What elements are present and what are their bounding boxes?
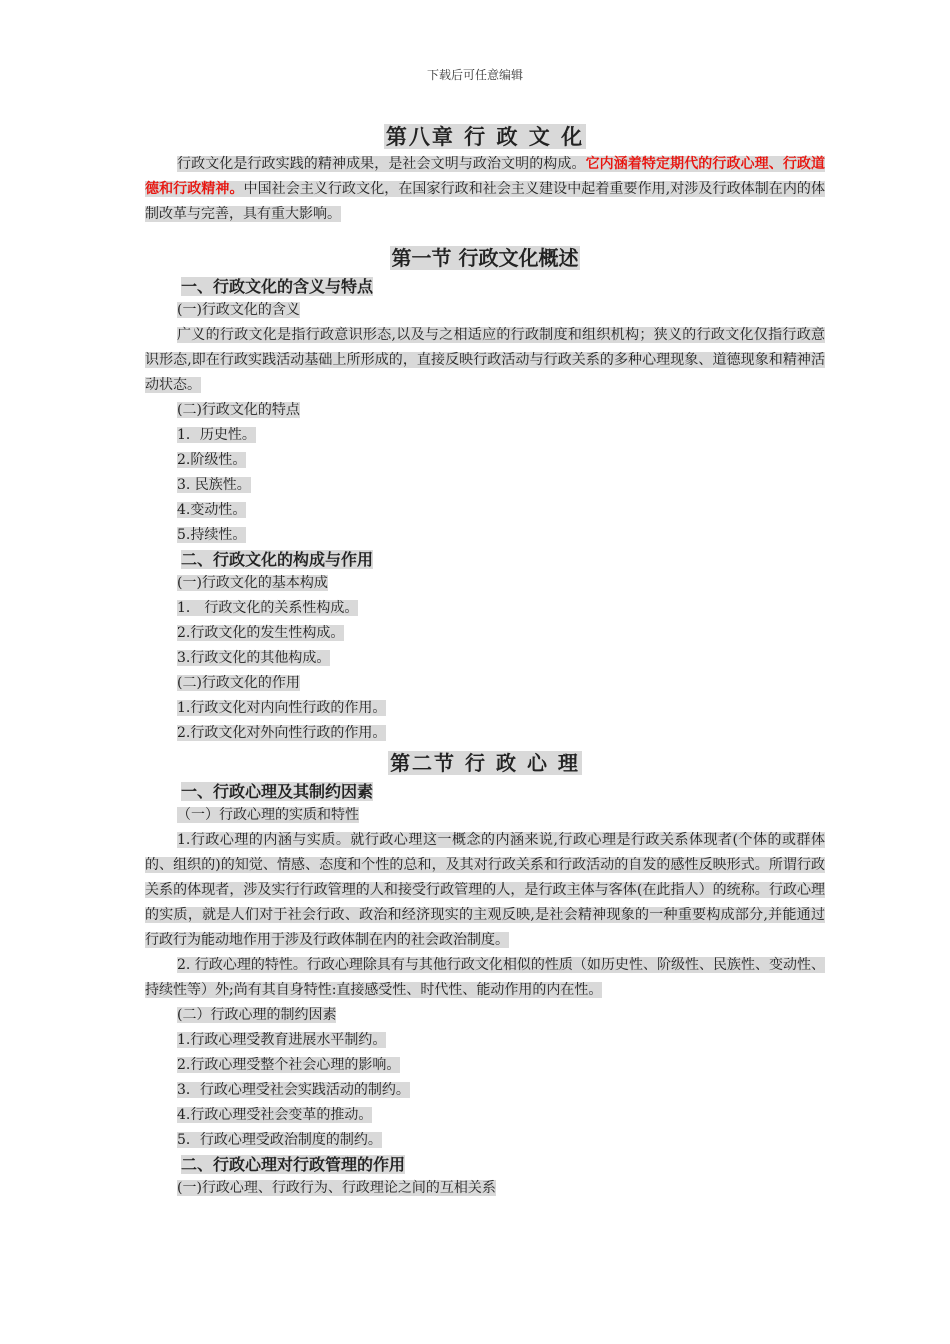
- list-item: 3．行政心理受社会实践活动的制约。: [177, 1082, 410, 1098]
- subheading-factors: (二）行政心理的制约因素: [177, 1007, 337, 1023]
- list-item: 1.行政文化对内向性行政的作用。: [177, 700, 387, 716]
- subheading-relations: (一)行政心理、行政行为、行政理论之间的互相关系: [177, 1180, 496, 1196]
- subheading-features: (二)行政文化的特点: [177, 402, 300, 418]
- list-item: 2.行政文化对外向性行政的作用。: [177, 725, 387, 741]
- subheading-essence: （一）行政心理的实质和特性: [177, 807, 359, 823]
- page-header: 下载后可任意编辑: [426, 68, 523, 82]
- list-item: 2.阶级性。: [177, 452, 247, 468]
- intro-emphasis: 它内涵着特定期代的行政心理、行政道德和行政精神。: [145, 156, 825, 197]
- list-item: 3.行政文化的其他构成。: [177, 650, 331, 666]
- section-1-title: 第一节 行政文化概述: [391, 246, 579, 270]
- list-item: 4.行政心理受社会变革的推动。: [177, 1107, 373, 1123]
- heading-psychology-factors: 一、行政心理及其制约因素: [181, 782, 374, 801]
- heading-constitution-role: 二、行政文化的构成与作用: [181, 550, 374, 569]
- list-item: 1.行政心理受教育进展水平制约。: [177, 1032, 387, 1048]
- list-item: 5．行政心理受政治制度的制约。: [177, 1132, 382, 1148]
- intro-paragraph: 行政文化是行政实践的精神成果，是社会文明与政治文明的构成。它内涵着特定期代的行政心理、行政道德和行政精神。中国社会主义行政文化，在国家行政和社会主义建设中起着重要作用,对涉及行政体制在内的体制改革与完善，具有重大影响。: [145, 156, 826, 222]
- subheading-constitution: (一)行政文化的基本构成: [177, 575, 328, 591]
- subheading-meaning: (一)行政文化的含义: [177, 302, 300, 318]
- chapter-title: 第八章 行 政 文 化: [385, 124, 585, 149]
- section-2-title: 第二节 行 政 心 理: [390, 751, 580, 775]
- list-item: 4.变动性。: [177, 502, 247, 518]
- definition-paragraph: 广义的行政文化是指行政意识形态,以及与之相适应的行政制度和组织机构；狭义的行政文化仅指行政意识形态,即在行政实践活动基础上所形成的，直接反映行政活动与行政关系的多种心理现象、道德现象和精神活动状态。: [145, 327, 825, 393]
- heading-psychology-role: 二、行政心理对行政管理的作用: [181, 1155, 406, 1174]
- list-item: 1．历史性。: [177, 427, 256, 443]
- list-item: 2.行政文化的发生性构成。: [177, 625, 345, 641]
- document-body: [145, 122, 825, 1201]
- list-item: 3. 民族性。: [177, 477, 251, 493]
- characteristics-paragraph: 2. 行政心理的特性。行政心理除具有与其他行政文化相似的性质（如历史性、阶级性、民族性、变动性、持续性等）外;尚有其自身特性:直接感受性、时代性、能动作用的内在性。: [145, 957, 825, 998]
- heading-meaning-features: 一、行政文化的含义与特点: [181, 277, 374, 296]
- list-item: 2.行政心理受整个社会心理的影响。: [177, 1057, 401, 1073]
- list-item: 1． 行政文化的关系性构成。: [177, 600, 359, 616]
- essence-paragraph: 1.行政心理的内涵与实质。就行政心理这一概念的内涵来说,行政心理是行政关系体现者(个体的或群体的、组织的)的知觉、情感、态度和个性的总和，及其对行政关系和行政活动的自发的感性反映形式。所谓行政关系的体现者，涉及实行行政管理的人和接受行政管理的人，是行政主体与客体(在此指人）的统称。行政心理的实质，就是人们对于社会行政、政治和经济现实的主观反映,是社会精神现象的一种重要构成部分,并能通过行政行为能动地作用于涉及行政体制在内的社会政治制度。: [145, 832, 825, 948]
- list-item: 5.持续性。: [177, 527, 247, 543]
- subheading-role: (二)行政文化的作用: [177, 675, 300, 691]
